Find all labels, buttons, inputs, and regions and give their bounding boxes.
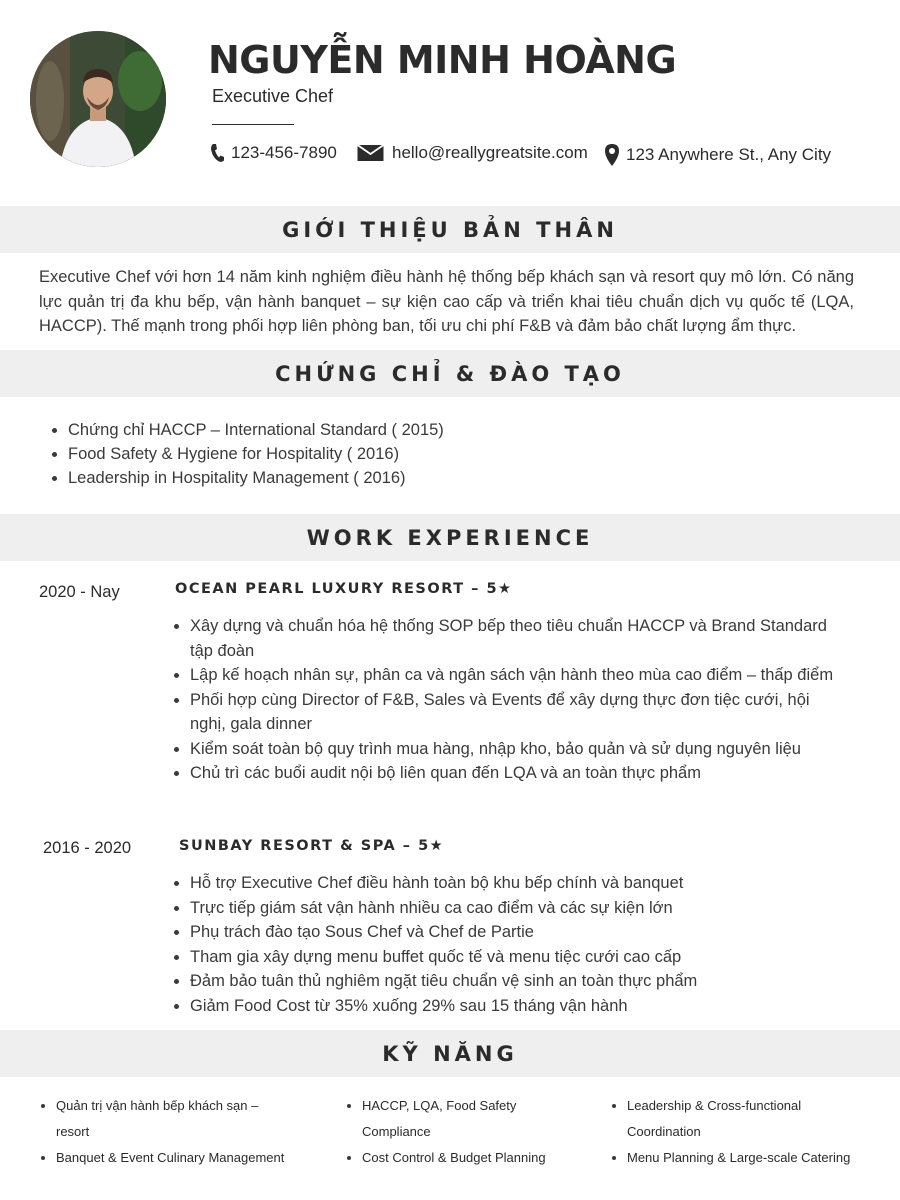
list-item: • Banquet & Event Culinary Management: [56, 1145, 286, 1171]
location-pin-icon: [604, 143, 620, 167]
list-item: • Phụ trách đào tạo Sous Chef và Chef de Partie: [190, 920, 840, 945]
skills-column: [56, 1093, 286, 1171]
company-name: SUNBAY RESORT & SPA – 5★: [179, 838, 445, 854]
skills-heading: KỸ NĂNG: [382, 1041, 518, 1066]
contact-address: [604, 143, 831, 167]
list-item: • Lập kế hoạch nhân sự, phân ca và ngân sách vận hành theo mùa cao điểm – thấp điểm: [190, 663, 840, 688]
job-duties: [190, 871, 840, 1018]
list-item: • Giảm Food Cost từ 35% xuống 29% sau 15 tháng vận hành: [190, 994, 840, 1019]
job-period: 2020 - Nay: [39, 583, 120, 601]
profile-photo: [30, 31, 166, 167]
list-item: • Leadership & Cross-functional Coordination: [627, 1093, 867, 1145]
summary-text: Executive Chef với hơn 14 năm kinh nghiệm điều hành hệ thống bếp khách sạn và resort quy mô lớn. Có năng lực quản trị đa khu bếp, vận hành banquet – sự kiện cao cấp và triển khai tiêu chuẩn dịch vụ quốc tế (LQA, HACCP). Thế mạnh trong phối hợp liên phòng ban, tối ưu chi phí F&B và đảm bảo chất lượng ẩm thực.: [39, 268, 854, 335]
list-item: • Quản trị vận hành bếp khách sạn – resort: [56, 1093, 286, 1145]
list-item: • Leadership in Hospitality Management ( 2016): [68, 466, 444, 490]
title-divider: [212, 124, 294, 125]
company-name: OCEAN PEARL LUXURY RESORT – 5★: [175, 581, 513, 597]
list-item: • Chủ trì các buổi audit nội bộ liên quan đến LQA và an toàn thực phẩm: [190, 761, 840, 786]
list-item: • Cost Control & Budget Planning: [362, 1145, 562, 1171]
section-header-summary: [0, 206, 900, 253]
email-icon: [357, 144, 384, 162]
section-header-experience: [0, 514, 900, 561]
list-item: • Menu Planning & Large-scale Catering: [627, 1145, 867, 1171]
experience-heading: WORK EXPERIENCE: [306, 525, 594, 550]
job-duties: [190, 614, 840, 786]
phone-icon: [210, 143, 225, 163]
section-header-skills: [0, 1030, 900, 1077]
list-item: • Chứng chỉ HACCP – International Standard ( 2015): [68, 418, 444, 442]
list-item: • Tham gia xây dựng menu buffet quốc tế và menu tiệc cưới cao cấp: [190, 945, 840, 970]
list-item: • Xây dựng và chuẩn hóa hệ thống SOP bếp theo tiêu chuẩn HACCP và Brand Standard tập đoàn: [190, 614, 840, 663]
job-period: 2016 - 2020: [43, 839, 132, 857]
list-item: • Phối hợp cùng Director of F&B, Sales và Events để xây dựng thực đơn tiệc cưới, hội nghị, gala dinner: [190, 688, 840, 737]
job-title: Executive Chef: [212, 86, 334, 106]
list-item: • Đảm bảo tuân thủ nghiêm ngặt tiêu chuẩn vệ sinh an toàn thực phẩm: [190, 969, 840, 994]
contact-email: [357, 143, 588, 163]
list-item: • Trực tiếp giám sát vận hành nhiều ca cao điểm và các sự kiện lớn: [190, 896, 840, 921]
list-item: • Food Safety & Hygiene for Hospitality ( 2016): [68, 442, 444, 466]
summary-heading: GIỚI THIỆU BẢN THÂN: [282, 217, 618, 242]
skills-column: [362, 1093, 562, 1171]
candidate-name: NGUYỄN MINH HOÀNG: [208, 38, 677, 82]
certificate-list: [68, 418, 444, 490]
section-header-certificates: [0, 350, 900, 397]
email-address: hello@reallygreatsite.com: [392, 143, 588, 162]
certificates-heading: CHỨNG CHỈ & ĐÀO TẠO: [275, 361, 625, 386]
skills-column: [627, 1093, 867, 1171]
contact-phone: [210, 143, 337, 163]
list-item: • Hỗ trợ Executive Chef điều hành toàn bộ khu bếp chính và banquet: [190, 871, 840, 896]
list-item: • HACCP, LQA, Food Safety Compliance: [362, 1093, 562, 1145]
phone-number: 123-456-7890: [231, 143, 337, 162]
street-address: 123 Anywhere St., Any City: [626, 145, 832, 164]
list-item: • Kiểm soát toàn bộ quy trình mua hàng, nhập kho, bảo quản và sử dụng nguyên liệu: [190, 737, 840, 762]
